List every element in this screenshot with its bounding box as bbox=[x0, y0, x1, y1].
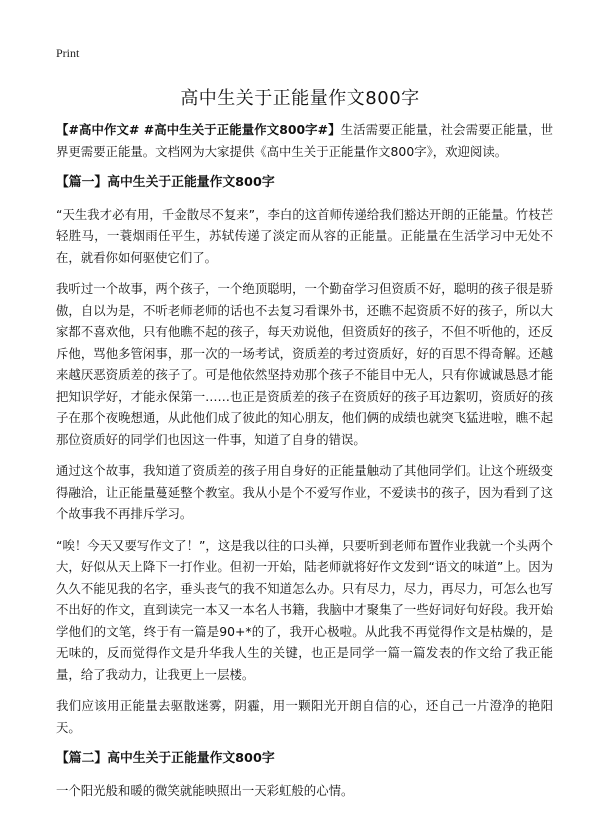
section-heading-1: 【篇一】高中生关于正能量作文800字 bbox=[56, 175, 275, 190]
print-link[interactable]: Print bbox=[56, 46, 80, 60]
section1-paragraph-3: 通过这个故事，我知道了资质差的孩子用自身好的正能量触动了其他同学们。让这个班级变得融洽，让正能量蔓延整个教室。我从小是个不爱写作业，不爱读书的孩子，因为看到了这个故事我不再排斥学习。 bbox=[56, 463, 553, 521]
intro-text: 生活需要正能量，社会需要正能量，世界更需要正能量。文档网为大家提供《高中生关于正能量作文800字》，欢迎阅读。 bbox=[56, 122, 553, 159]
intro-tag: 【#高中作文# #高中生关于正能量作文800字#】 bbox=[56, 122, 341, 137]
section2-paragraph-1: 一个阳光般和暖的微笑就能映照出一天彩虹般的心情。 bbox=[56, 782, 354, 798]
section1-paragraph-5: 我们应该用正能量去驱散迷雾，阴霾，用一颗阳光开朗自信的心，还自己一片澄净的艳阳天。 bbox=[56, 698, 553, 735]
page-title: 高中生关于正能量作文800字 bbox=[180, 88, 420, 109]
article-body bbox=[56, 119, 553, 809]
section-heading-2: 【篇二】高中生关于正能量作文800字 bbox=[56, 751, 275, 766]
section1-paragraph-2: 我听过一个故事，两个孩子，一个绝顶聪明，一个勤奋学习但资质不好，聪明的孩子很是骄傲，自以为是，不听老师老师的话也不去复习看课外书，还瞧不起资质不好的孩子，所以大家都不喜欢他，只有他瞧不起的孩子，每天劝说他，但资质好的孩子，不但不听他的，还反斥他，骂他多管闲事，那一次的一场考试，资质差的考过资质好，好的百思不得奇解。还越来越厌恶资质差的孩子了。可是他依然坚持劝那个孩子不能目中无人，只有你诚诚恳恳才能把知识学好，才能永保第一……也正是资质差的孩子在资质好的孩子耳边絮叨，资质好的孩子在那个夜晚想通，从此他们成了彼此的知心朋友，他们俩的成绩也就突飞猛进啦，瞧不起那位资质好的同学们也因这一件事，知道了自身的错误。 bbox=[56, 281, 553, 447]
section1-paragraph-1: “天生我才必有用，千金散尽不复来”，李白的这首师传递给我们豁达开朗的正能量。竹枝芒轻胜马，一蓑烟雨任平生，苏轼传递了淡定而从容的正能量。正能量在生活学习中无处不在，就看你如何驱使它们了。 bbox=[56, 206, 553, 265]
intro-paragraph bbox=[56, 119, 553, 162]
section1-paragraph-4: “唉！今天又要写作文了！”，这是我以往的口头禅，只要听到老师布置作业我就一个头两个大，好似从天上降下一打作业。但初一开始，陆老师就将好作文发到“语文的味道”上。因为久久不能见我的名字，垂头丧气的我不知道怎么办。只有尽力，尽力，再尽力，可怎么也写不出好的作文，直到读完一本又一本名人书籍，我脑中才聚集了一些好词好句好段。我开始学他们的文笔，终于有一篇是90+*的了，我开心极啦。从此我不再觉得作文是枯燥的，是无味的，反而觉得作文是升华我人生的关键，也正是同学一篇一篇发表的作文给了我正能量，给了我动力，让我更上一层楼。 bbox=[56, 537, 553, 682]
